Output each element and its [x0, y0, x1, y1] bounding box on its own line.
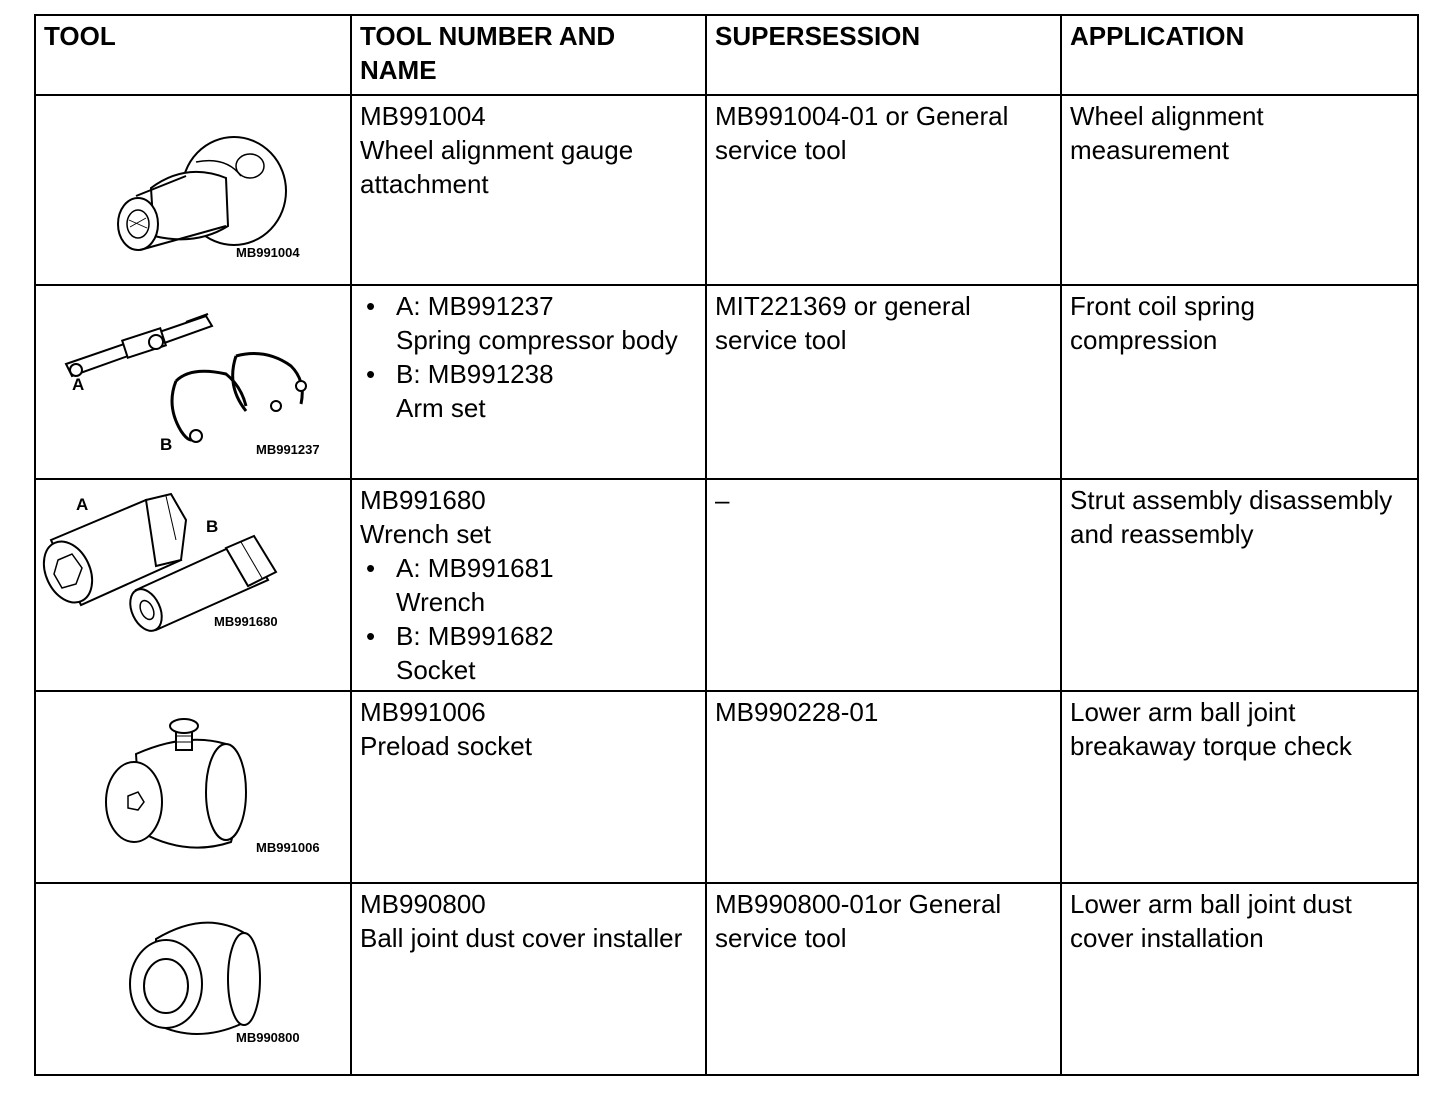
header-tool: TOOL: [35, 15, 351, 95]
tool-name: Preload socket: [360, 731, 532, 761]
tool-number: MB990800: [360, 889, 486, 919]
spring-compressor-icon: [36, 286, 352, 480]
table-row: [35, 883, 1418, 1075]
list-item: [396, 619, 697, 687]
tool-number: MB991006: [360, 697, 486, 727]
application-cell: Lower arm ball joint breakaway torque check: [1061, 691, 1418, 883]
tool-item-list: [360, 551, 697, 687]
item-desc: Arm set: [396, 393, 486, 423]
header-application: APPLICATION: [1061, 15, 1418, 95]
header-tool-number-and-name: TOOL NUMBER AND NAME: [351, 15, 706, 95]
part-letter-a: A: [72, 375, 85, 394]
tool-image-label: MB991237: [256, 442, 320, 457]
table-row: [35, 95, 1418, 285]
item-desc: Socket: [396, 655, 476, 685]
item-code: • B: MB991238: [396, 359, 554, 389]
application-cell: Wheel alignment measurement: [1061, 95, 1418, 285]
tool-number-cell: [351, 883, 706, 1075]
tool-name: Wrench set: [360, 519, 492, 549]
tool-name: Ball joint dust cover installer: [360, 923, 683, 953]
supersession-cell: MB990228-01: [706, 691, 1061, 883]
application-cell: Strut assembly disassembly and reassembly: [1061, 479, 1418, 691]
item-code: • A: MB991681: [396, 553, 554, 583]
part-letter-a: A: [76, 495, 89, 514]
list-item: [396, 357, 697, 425]
tool-number-cell: [351, 95, 706, 285]
part-letter-b: B: [160, 435, 173, 454]
tool-image-cell: [35, 883, 351, 1075]
item-desc: Wrench: [396, 587, 486, 617]
tool-image-cell: [35, 95, 351, 285]
special-tools-table: [34, 14, 1419, 1076]
tool-image-cell: [35, 285, 351, 479]
supersession-cell: MB991004-01 or General service tool: [706, 95, 1061, 285]
application-cell: Front coil spring compression: [1061, 285, 1418, 479]
dust-cover-installer-icon: [36, 884, 352, 1076]
table-row: [35, 285, 1418, 479]
supersession-cell: –: [706, 479, 1061, 691]
list-item: [396, 551, 697, 619]
tool-number-cell: [351, 691, 706, 883]
tool-image-cell: [35, 479, 351, 691]
header-supersession: SUPERSESSION: [706, 15, 1061, 95]
supersession-cell: MIT221369 or general service tool: [706, 285, 1061, 479]
tool-image-label: MB991006: [256, 840, 320, 855]
tool-image-cell: [35, 691, 351, 883]
item-code: • A: MB991237: [396, 291, 554, 321]
tool-item-list: [360, 289, 697, 425]
tool-number: MB991680: [360, 485, 486, 515]
part-letter-b: B: [206, 517, 219, 536]
wheel-alignment-attachment-icon: [36, 96, 352, 286]
list-item: [396, 289, 697, 357]
preload-socket-icon: [36, 692, 352, 884]
tool-name: Wheel alignment gauge attachment: [360, 135, 634, 199]
table-header-row: [35, 15, 1418, 95]
table-row: [35, 479, 1418, 691]
tool-number-cell: [351, 479, 706, 691]
table-row: [35, 691, 1418, 883]
item-desc: Spring compressor body: [396, 325, 678, 355]
wrench-set-icon: [36, 480, 352, 692]
tool-image-label: MB991004: [236, 245, 300, 260]
tool-number-cell: [351, 285, 706, 479]
item-code: • B: MB991682: [396, 621, 554, 651]
supersession-cell: MB990800-01or General service tool: [706, 883, 1061, 1075]
application-cell: Lower arm ball joint dust cover installation: [1061, 883, 1418, 1075]
tool-image-label: MB991680: [214, 614, 278, 629]
tool-number: MB991004: [360, 101, 486, 131]
tool-image-label: MB990800: [236, 1030, 300, 1045]
